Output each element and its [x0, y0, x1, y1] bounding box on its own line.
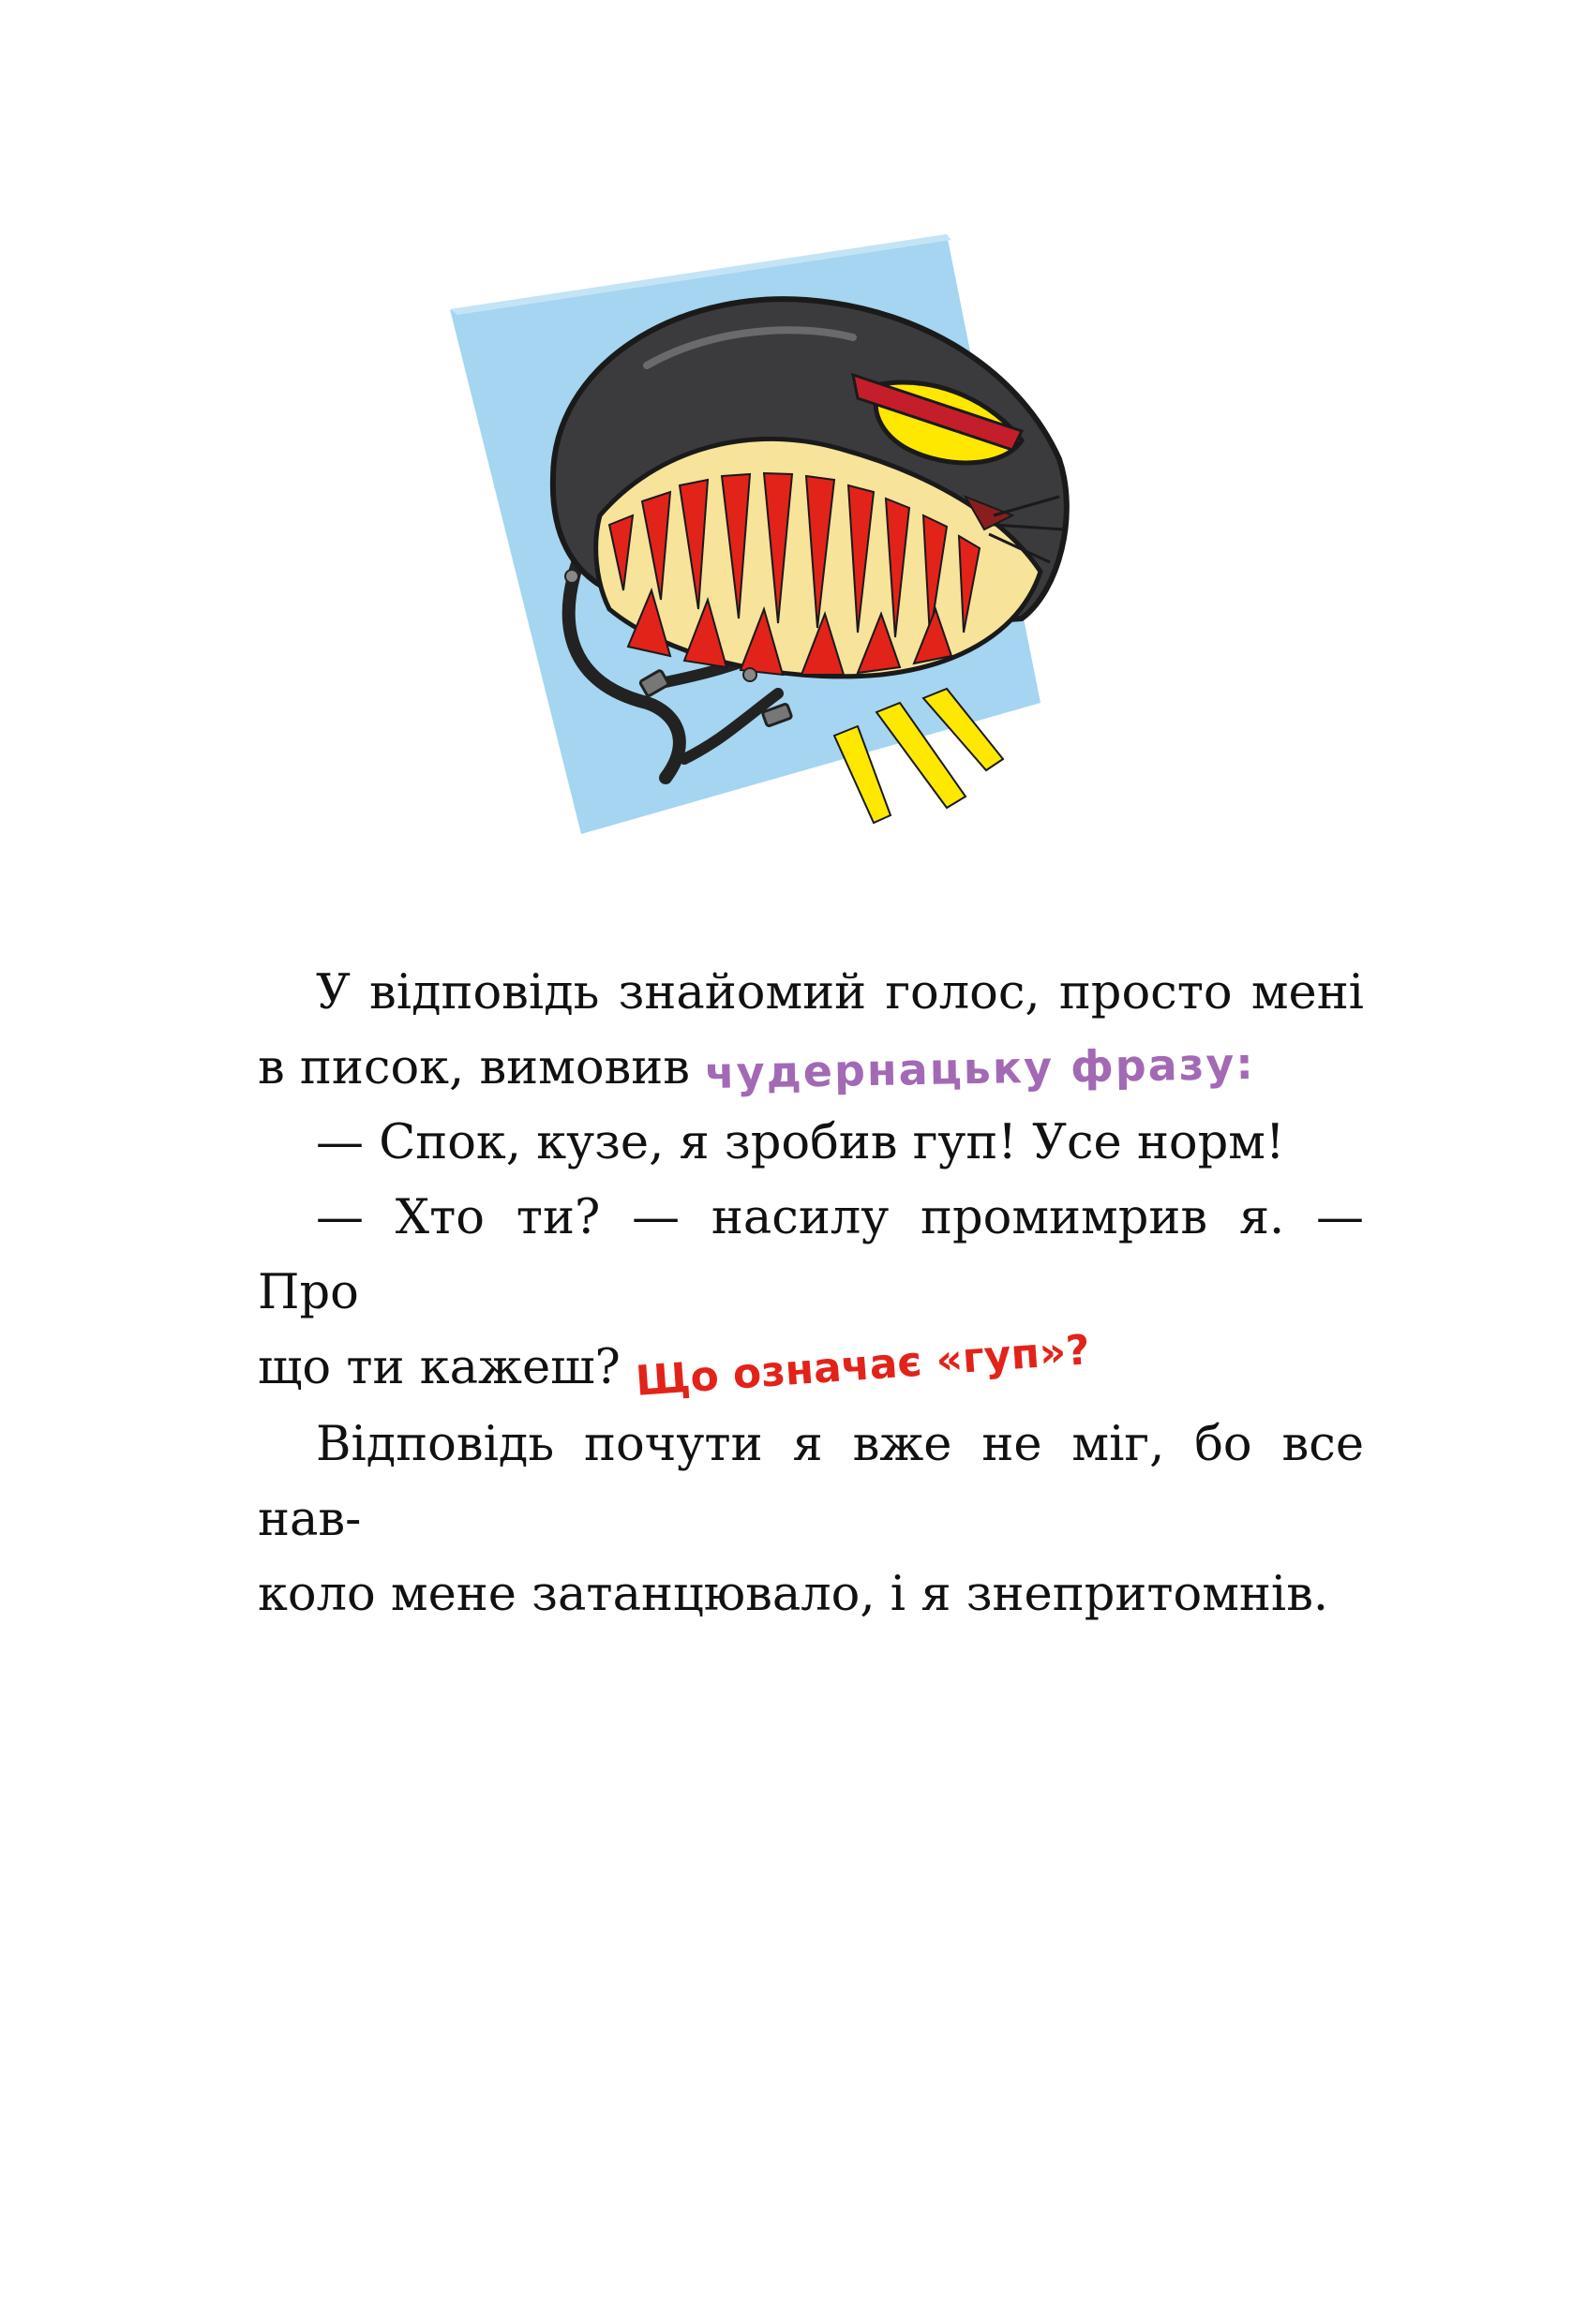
- paragraph-3-line-1: — Хто ти? — насилу промимрив я. — Про: [258, 1190, 1364, 1320]
- helmet-rivet: [743, 668, 756, 681]
- paragraph-2: — Спок, кузе, я зробив гуп! Усе норм!: [316, 1115, 1285, 1170]
- paragraph-4-line-1: Відповідь почути я вже не міг, бо все нав-: [258, 1417, 1364, 1547]
- paragraph-1-line-2: в писок, вимовив чудернацьку фразу:: [258, 1031, 1364, 1106]
- highlight-phrase-purple: чудернацьку фразу:: [704, 1037, 1256, 1099]
- paragraph-1-line-1: У відповідь знайомий голос, просто мені: [316, 965, 1364, 1020]
- helmet-rivet: [565, 570, 578, 583]
- paragraph-4-line-2: коло мене затанцювало, і я знепритомнів.: [258, 1567, 1329, 1622]
- highlight-phrase-red: Що означає «гуп»?: [634, 1326, 1092, 1406]
- paragraph-3-line-2: що ти кажеш? Що означає «гуп»?: [258, 1331, 1364, 1408]
- story-text: [258, 956, 1364, 1632]
- helmet-illustration: [441, 234, 1115, 890]
- helmet-svg: [441, 234, 1115, 890]
